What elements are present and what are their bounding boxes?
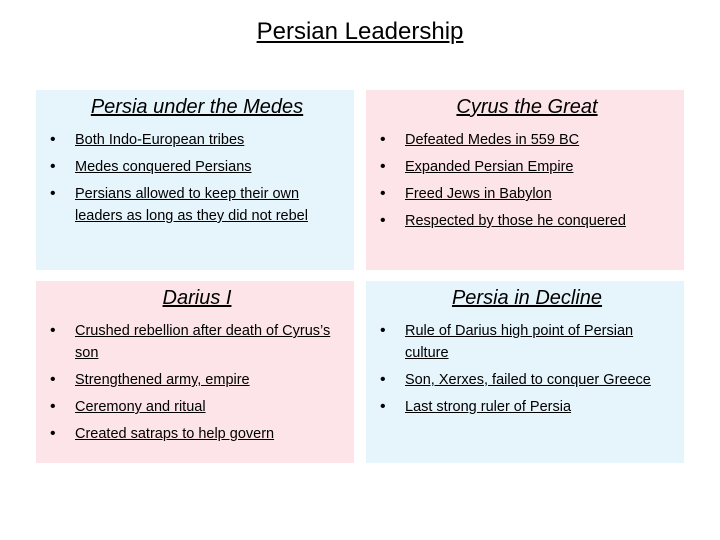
bullet-item: • Both Indo-European tribes [50,129,344,151]
bullet-item: • Created satraps to help govern [50,423,344,445]
bullet-item: • Crushed rebellion after death of Cyrus’s son [50,320,344,364]
bullet-item: • Medes conquered Persians [50,156,344,178]
panel-persia-in-decline [366,281,684,463]
bullet-item: • Ceremony and ritual [50,396,344,418]
panel-heading: Persia under the Medes [90,96,304,118]
panel-darius-i [36,281,354,463]
bullet-item: • Rule of Darius high point of Persian culture [380,320,674,364]
panel-heading: Darius I [162,287,232,309]
bullet-item: • Persians allowed to keep their own leaders as long as they did not rebel [50,183,344,227]
panel-cyrus-the-great [366,90,684,270]
slide-title: Persian Leadership [256,18,464,45]
bullet-item: • Last strong ruler of Persia [380,396,674,418]
bullet-list [50,320,344,445]
bullet-item: • Respected by those he conquered [380,210,674,232]
bullet-item: • Freed Jews in Babylon [380,183,674,205]
bullet-item: • Expanded Persian Empire [380,156,674,178]
panel-heading: Persia in Decline [451,287,603,309]
panel-heading: Cyrus the Great [456,96,598,118]
bullet-list [50,129,344,227]
panel-persia-under-medes [36,90,354,270]
bullet-item: • Strengthened army, empire [50,369,344,391]
bullet-item: • Defeated Medes in 559 BC [380,129,674,151]
bullet-item: • Son, Xerxes, failed to conquer Greece [380,369,674,391]
bullet-list [380,129,674,232]
bullet-list [380,320,674,418]
